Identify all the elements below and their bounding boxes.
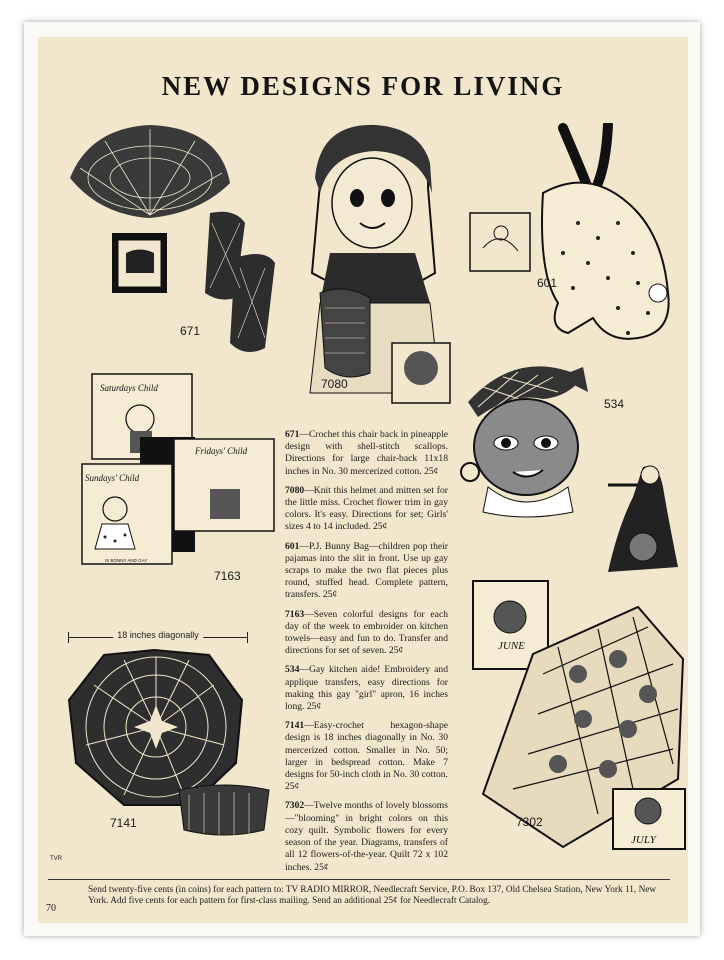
kitchen-girl-apron-illustration (458, 347, 678, 587)
description-7080 (285, 485, 448, 534)
measure-label: 18 inches diagonally (113, 630, 203, 640)
june-block-text: JUNE (498, 640, 525, 652)
label-7080: 7080 (321, 377, 348, 391)
description-text: —P.J. Bunny Bag—children pop their pajamas into the slit in front. Use up gay scraps to make the two flat pieces plus round, stuffed head. Complete pattern, transfers. 25¢ (285, 540, 448, 601)
kitchen-towels-illustration (80, 369, 280, 579)
label-601: 601 (537, 276, 558, 290)
description-code: 7141 (285, 720, 305, 732)
description-text: —Seven colorful designs for each day of the week to embroider on kitchen towels—easy and fun to do. Transfer and directions for set of seven. 25¢ (285, 608, 448, 657)
description-code: 671 (285, 429, 300, 440)
label-534: 534 (604, 397, 625, 411)
footer-divider (48, 879, 670, 880)
hexagon-doily-illustration (64, 645, 274, 850)
description-7141 (285, 720, 448, 793)
description-code: 7080 (285, 484, 305, 496)
measure-indicator (68, 629, 248, 645)
flower-quilt-illustration (468, 579, 688, 854)
label-671: 671 (180, 324, 201, 338)
july-block-text: JULY (631, 834, 656, 846)
label-7163: 7163 (214, 569, 241, 583)
description-text: —Knit this helmet and mitten set for the little miss. Crochet flower trim in gay colors. It's easy. Directions for set; Girls' sizes 4 to 14 included. 25¢ (285, 484, 448, 533)
ordering-instructions: Send twenty-five cents (in coins) for each pattern to: TV RADIO MIRROR, Needlecraft Service, P.O. Box 137, Old Chelsea Station, New York 11, New York. Add five cents for each pattern for first-class mailing. Send an additional 25¢ for Needlecraft Catalog. (88, 885, 657, 906)
description-601 (285, 541, 448, 602)
page-number: 70 (46, 903, 56, 914)
description-code: 601 (285, 540, 300, 552)
description-text: —Twelve months of lovely blossoms—"blooming" in bright colors on this cozy quilt. Symbolic flowers for every season of the year. Diagrams, transfers of all 12 flowers-of-the-year. Quilt 72 x 102 inches. 25¢ (285, 800, 448, 873)
girl-helmet-mitten-illustration (300, 123, 460, 413)
towel-saturday-text: Saturdays Child (100, 383, 158, 393)
description-text: —Gay kitchen aide! Embroidery and applique transfers, easy directions for making this gay "girl" apron, 16 inches long. 25¢ (285, 664, 448, 713)
bunny-bag-illustration (468, 123, 678, 353)
description-534 (285, 664, 448, 713)
description-code: 7302 (285, 800, 305, 812)
page-title: NEW DESIGNS FOR LIVING (161, 71, 565, 101)
side-mark: TVR (50, 856, 62, 862)
description-text: —Crochet this chair back in pineapple design with shell-stitch scallops. Directions for large chair-back 11x18 inches in No. 30 mercerized cotton. 25¢ (285, 429, 448, 477)
magazine-page (38, 37, 688, 923)
description-671 (285, 429, 448, 478)
description-7163 (285, 609, 448, 658)
description-text: —Easy-crochet hexagon-shape design is 18 inches diagonally in No. 30 mercerized cotton. Smaller in No. 50; larger in bedspread cotton. Make 7 designs for 50-inch cloth in No. 30 cotton. 25¢ (285, 720, 448, 793)
pattern-descriptions (285, 429, 448, 881)
towel-bonny-text: IS BONNY AND GAY (105, 558, 148, 563)
towel-sunday-text: Sundays' Child (85, 473, 140, 483)
description-code: 7163 (285, 608, 305, 620)
chair-back-crochet-illustration (60, 123, 280, 363)
label-7141: 7141 (110, 816, 137, 830)
description-7302 (285, 800, 448, 873)
towel-friday-text: Fridays' Child (195, 446, 248, 456)
description-code: 534 (285, 664, 300, 676)
label-7302: 7302 (516, 815, 543, 829)
